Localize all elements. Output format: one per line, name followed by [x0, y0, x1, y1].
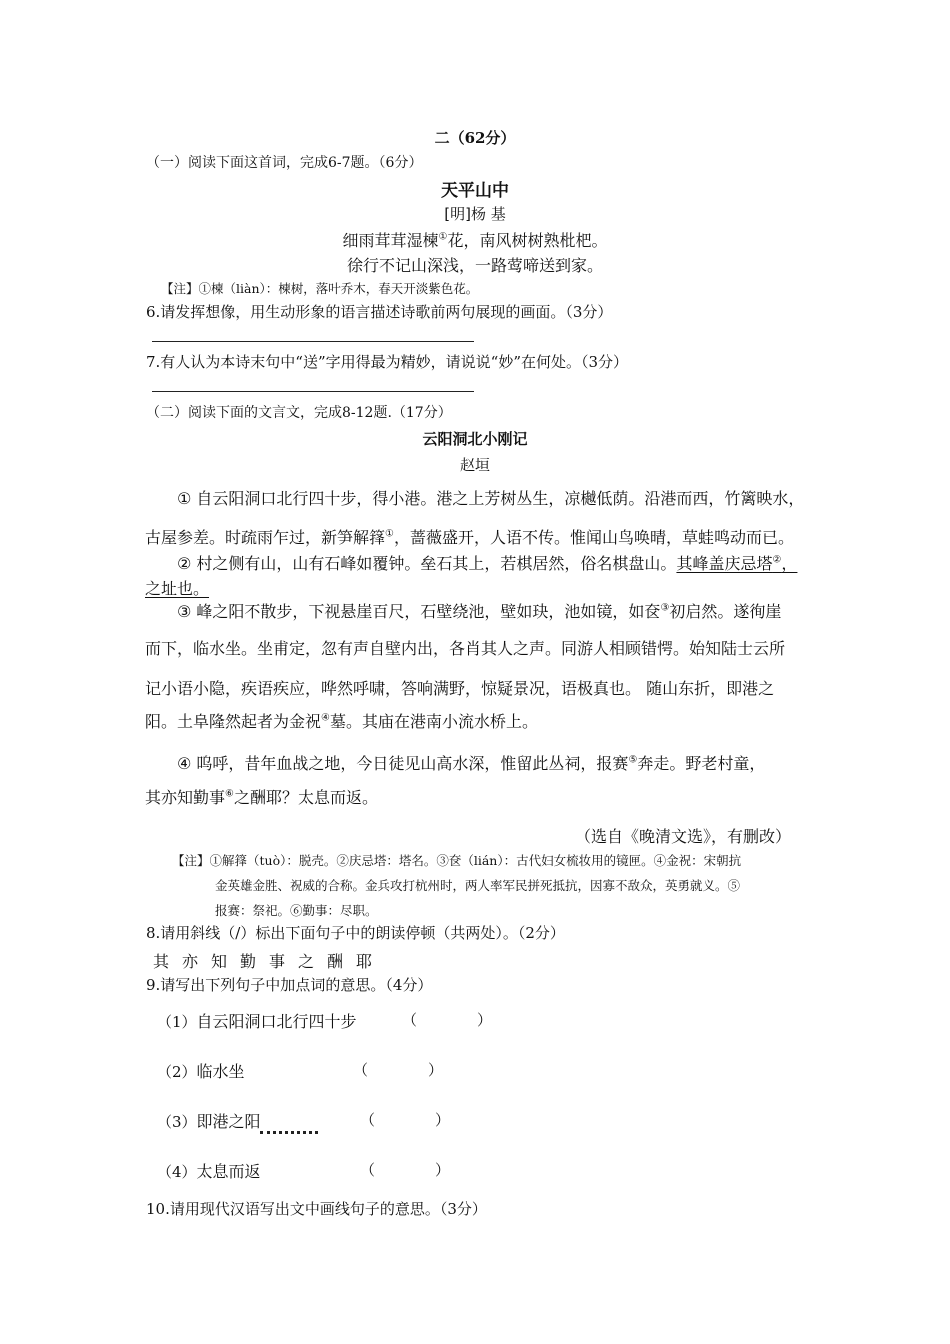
essay-p4-line-2: 其亦知勤事⑥之酬耶？太息而返。 — [145, 788, 378, 807]
essay-note-line-2: 金英雄金胜、祝威的合称。金兵攻打杭州时，两人率军民拼死抵抗，因寡不敌众，英勇就义。⑤ — [215, 878, 741, 893]
poem-title: 天平山中 — [441, 181, 509, 201]
essay-p2-line-2: 之址也。 — [145, 579, 210, 598]
essay-p3-line-4: 阳。土阜隆然起者为金祝④墓。其庙在港南小流水桥上。 — [145, 712, 538, 731]
essay-p1-line-2: 古屋参差。时疏雨乍过，新笋解箨①，蔷薇盛开，人语不传。惟闻山鸟唤晴，草蛙鸣动而已。 — [145, 528, 794, 547]
q9-blank-1[interactable]: （ ） — [402, 1011, 493, 1029]
q9-item-2: （2）临水坐 — [157, 1062, 245, 1081]
part2-intro: （二）阅读下面的文言文，完成8-12题.（17分） — [146, 405, 452, 421]
poem-note: 【注】①楝（liàn）：楝树，落叶乔木，春天开淡紫色花。 — [161, 281, 479, 296]
essay-p3-line-1: ③ 峰之阳不散步，下视悬崖百尺，石壁绕池，壁如玦，池如镜，如奁③初启然。遂徇崖 — [177, 602, 782, 621]
answer-line-7[interactable] — [152, 391, 474, 392]
q9-item-3: （3）即港之阳 — [157, 1112, 261, 1131]
question-8: 8.请用斜线（/）标出下面句子中的朗读停顿（共两处）。（2分） — [146, 924, 565, 942]
essay-note-line-3: 报赛：祭祀。⑥勤事：尽职。 — [215, 903, 378, 918]
section-title: 二（62分） — [434, 129, 516, 147]
poem-line-2: 徐行不记山深浅，一路莺啼送到家。 — [346, 256, 603, 275]
essay-title: 云阳洞北小刚记 — [422, 430, 528, 448]
q9-item-1: （1）自云阳洞口北行四十步 — [157, 1012, 357, 1031]
question-9: 9.请写出下列句子中加点词的意思。（4分） — [146, 976, 433, 994]
underlined-sentence: 其峰盖庆忌塔②， — [676, 554, 798, 573]
q9-blank-3[interactable]: （ ） — [360, 1111, 451, 1129]
essay-author: 赵垣 — [459, 456, 490, 474]
essay-p1-line-1: ① 自云阳洞口北行四十步，得小港。港之上芳树丛生，凉樾低荫。沿港而西，竹篱映水， — [177, 489, 805, 508]
question-6: 6.请发挥想像，用生动形象的语言描述诗歌前两句展现的画面。（3分） — [146, 303, 613, 321]
q9-blank-2[interactable]: （ ） — [353, 1061, 444, 1079]
question-10: 10.请用现代汉语写出文中画线句子的意思。（3分） — [146, 1200, 487, 1218]
essay-p3-line-2: 而下，临水坐。坐甫定，忽有声自壁内出，各肖其人之声。同游人相顾错愕。始知陆士云所 — [145, 639, 786, 658]
essay-p3-line-3: 记小语小隐，疾语疾应，哗然呼啸，答响满野，惊疑景况，语极真也。 随山东折，即港之 — [145, 679, 775, 698]
q9-item-4: （4）太息而返 — [157, 1162, 261, 1181]
answer-line-6[interactable] — [152, 341, 474, 342]
q9-blank-4[interactable]: （ ） — [360, 1161, 451, 1179]
poem-author: [明]杨 基 — [444, 205, 506, 223]
essay-p2-line-1: ② 村之侧有山，山有石峰如覆钟。垒石其上，若棋居然，俗名棋盘山。其峰盖庆忌塔②， — [177, 554, 798, 573]
question-7: 7.有人认为本诗末句中“送”字用得最为精妙，请说说“妙”在何处。（3分） — [146, 353, 629, 371]
essay-p4-line-1: ④ 呜呼，昔年血战之地，今日徒见山高水深，惟留此丛祠，报赛⑤奔走。野老村童， — [177, 754, 766, 773]
poem-line-1: 细雨茸茸湿楝①花，南风树树熟枇杷。 — [342, 231, 608, 250]
q8-sentence[interactable]: 其亦知勤事之酬耶 — [153, 952, 386, 971]
essay-source: （选自《晚清文选》，有删改） — [575, 827, 792, 846]
emphasis-dots — [260, 1131, 318, 1134]
essay-note-line-1: 【注】①解箨（tuò）：脱壳。②庆忌塔：塔名。③奁（lián）：古代妇女梳妆用的镜匣。④金祝：宋朝抗 — [172, 853, 742, 868]
part1-intro: （一）阅读下面这首词，完成6-7题。（6分） — [146, 155, 423, 171]
